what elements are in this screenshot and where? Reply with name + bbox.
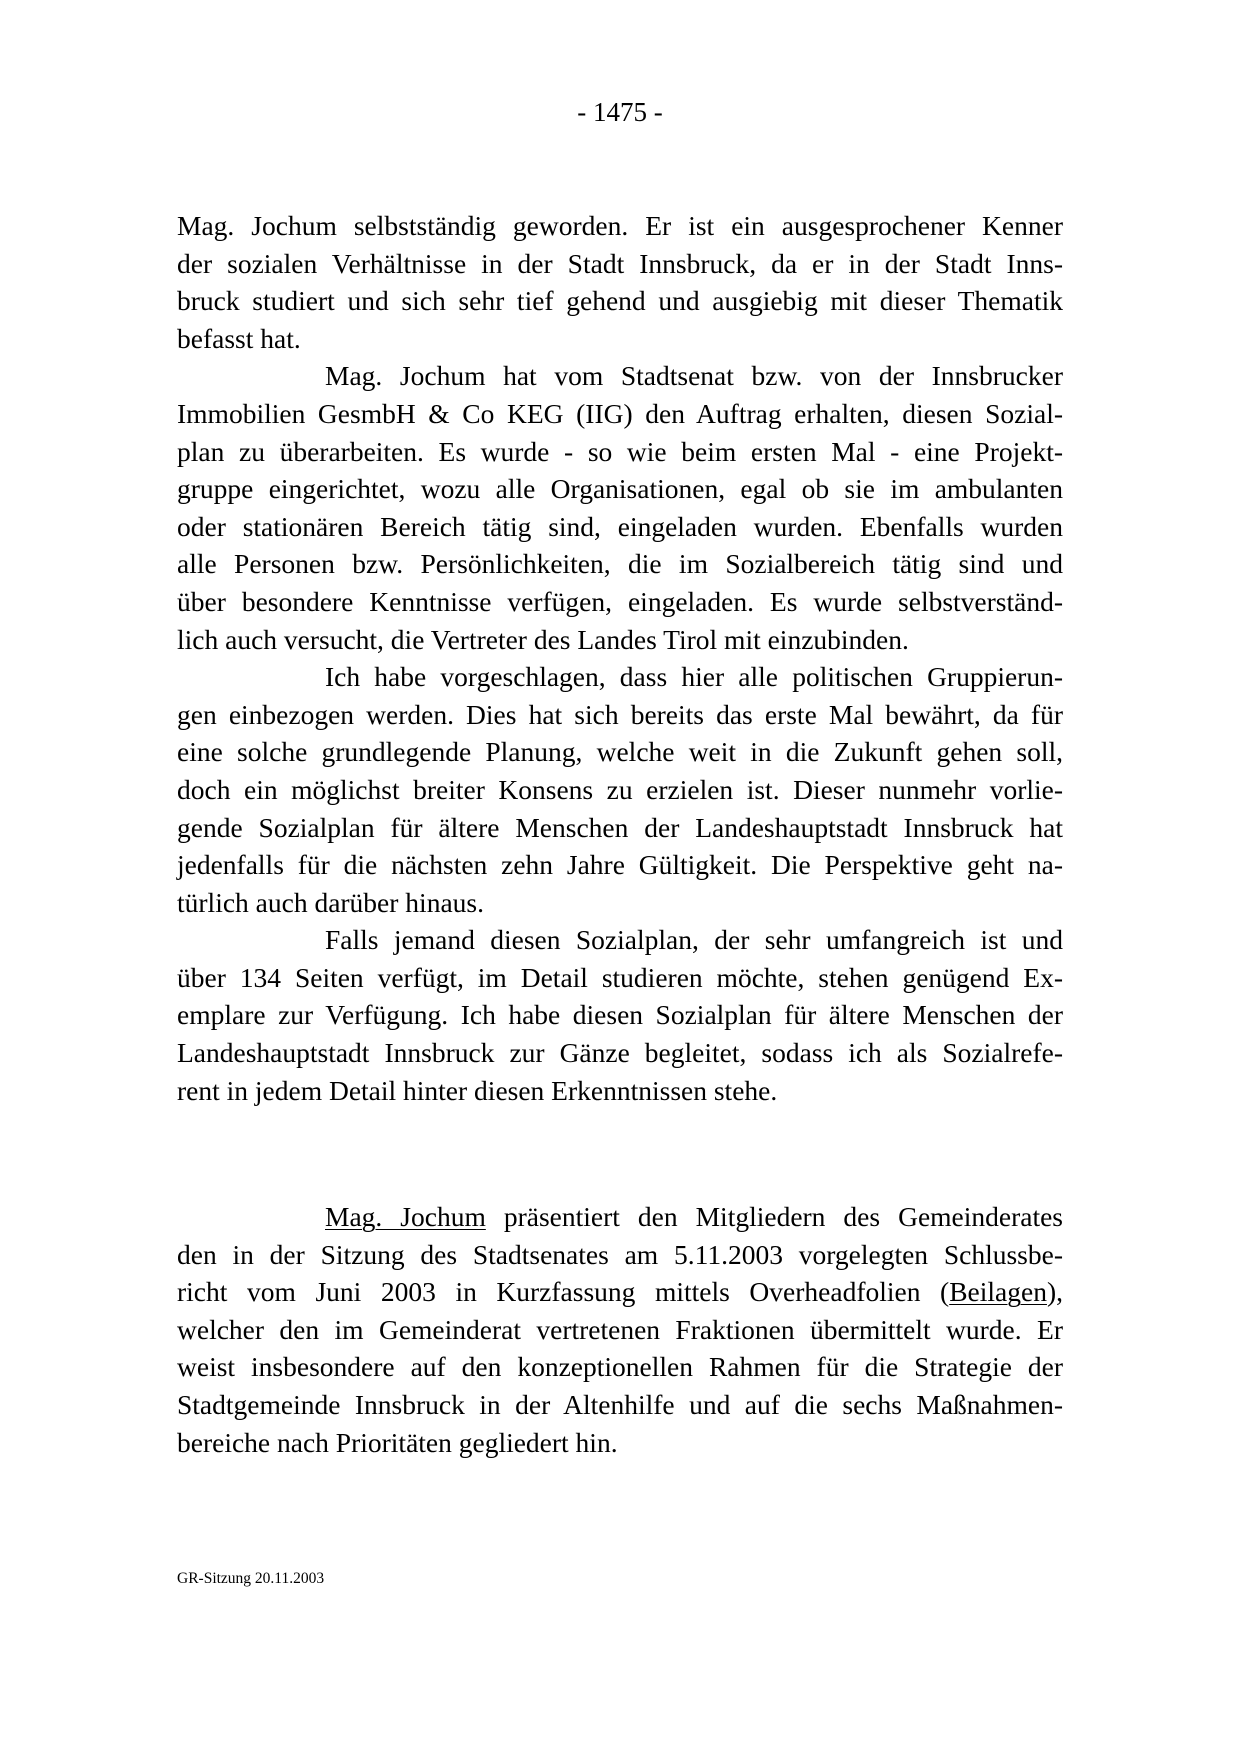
text-line: der sozialen Verhältnisse in der Stadt Innsbruck, da er in der Stadt Inns-: [177, 247, 1063, 279]
attachment-reference: Beilagen: [949, 1276, 1047, 1308]
text-line: welcher den im Gemeinderat vertretenen Fraktionen übermittelt wurde. Er: [177, 1313, 1063, 1345]
text-line: Mag. Jochum hat vom Stadtsenat bzw. von der Innsbrucker: [325, 360, 1063, 392]
text-line: eine solche grundlegende Planung, welche weit in die Zukunft gehen soll,: [177, 736, 1063, 768]
speaker-name: Mag. Jochum: [325, 1201, 486, 1232]
text-line: rent in jedem Detail hinter diesen Erkenntnissen stehe.: [177, 1074, 778, 1106]
text-line: Mag. Jochum selbstständig geworden. Er ist ein ausgesprochener Kenner: [177, 210, 1063, 241]
text-line: [177, 1273, 1063, 1311]
protocol-note: [177, 1198, 1063, 1461]
text-line: lich auch versucht, die Vertreter des Landes Tirol mit einzubinden.: [177, 623, 909, 655]
text-line: plan zu überarbeiten. Es wurde - so wie beim ersten Mal - eine Projekt-: [177, 435, 1063, 467]
text-line: Landeshauptstadt Innsbruck zur Gänze begleitet, sodass ich als Sozialrefe-: [177, 1037, 1063, 1069]
text-line: gruppe eingerichtet, wozu alle Organisationen, egal ob sie im ambulanten: [177, 473, 1063, 505]
text-line: gende Sozialplan für ältere Menschen der Landeshauptstadt Innsbruck hat: [177, 811, 1063, 843]
text-segment: richt vom Juni 2003 in Kurzfassung mittels Overheadfolien (: [177, 1276, 950, 1308]
text-line: befasst hat.: [177, 322, 301, 354]
text-line: Falls jemand diesen Sozialplan, der sehr umfangreich ist und: [325, 924, 1063, 956]
text-line: bruck studiert und sich sehr tief gehend und ausgiebig mit dieser Thematik: [177, 285, 1063, 317]
page-number: - 1475 -: [577, 97, 663, 127]
text-line: Immobilien GesmbH & Co KEG (IIG) den Auftrag erhalten, diesen Sozial-: [177, 397, 1063, 429]
text-line: über 134 Seiten verfügt, im Detail studieren möchte, stehen genügend Ex-: [177, 961, 1063, 993]
text-line: bereiche nach Prioritäten gegliedert hin.: [177, 1426, 618, 1458]
text-line: jedenfalls für die nächsten zehn Jahre Gültigkeit. Die Perspektive geht na-: [177, 849, 1063, 881]
text-line: gen einbezogen werden. Dies hat sich bereits das erste Mal bewährt, da für: [177, 698, 1063, 730]
speech-text: [177, 207, 1063, 1109]
text-line: den in der Sitzung des Stadtsenates am 5.11.2003 vorgelegten Schlussbe-: [177, 1238, 1063, 1270]
text-line: weist insbesondere auf den konzeptionellen Rahmen für die Strategie der: [177, 1351, 1063, 1383]
text-line: emplare zur Verfügung. Ich habe diesen Sozialplan für ältere Menschen der: [177, 999, 1063, 1031]
footer-session-date: GR-Sitzung 20.11.2003: [177, 1570, 325, 1587]
text-line: oder stationären Bereich tätig sind, eingeladen wurden. Ebenfalls wurden: [177, 510, 1063, 542]
text-line: alle Personen bzw. Persönlichkeiten, die im Sozialbereich tätig sind und: [177, 548, 1063, 580]
text-line: doch ein möglichst breiter Konsens zu erzielen ist. Dieser nunmehr vorlie-: [177, 773, 1063, 805]
text-segment: ),: [1046, 1276, 1063, 1308]
text-line: türlich auch darüber hinaus.: [177, 886, 484, 918]
text-segment: präsentiert den Mitgliedern des Gemeinderates: [485, 1201, 1064, 1232]
text-line: Ich habe vorgeschlagen, dass hier alle politischen Gruppierun-: [325, 661, 1063, 693]
text-line: über besondere Kenntnisse verfügen, eingeladen. Es wurde selbstverständ-: [177, 585, 1063, 617]
text-line: [177, 1198, 1063, 1236]
text-line: Stadtgemeinde Innsbruck in der Altenhilfe und auf die sechs Maßnahmen-: [177, 1388, 1063, 1420]
